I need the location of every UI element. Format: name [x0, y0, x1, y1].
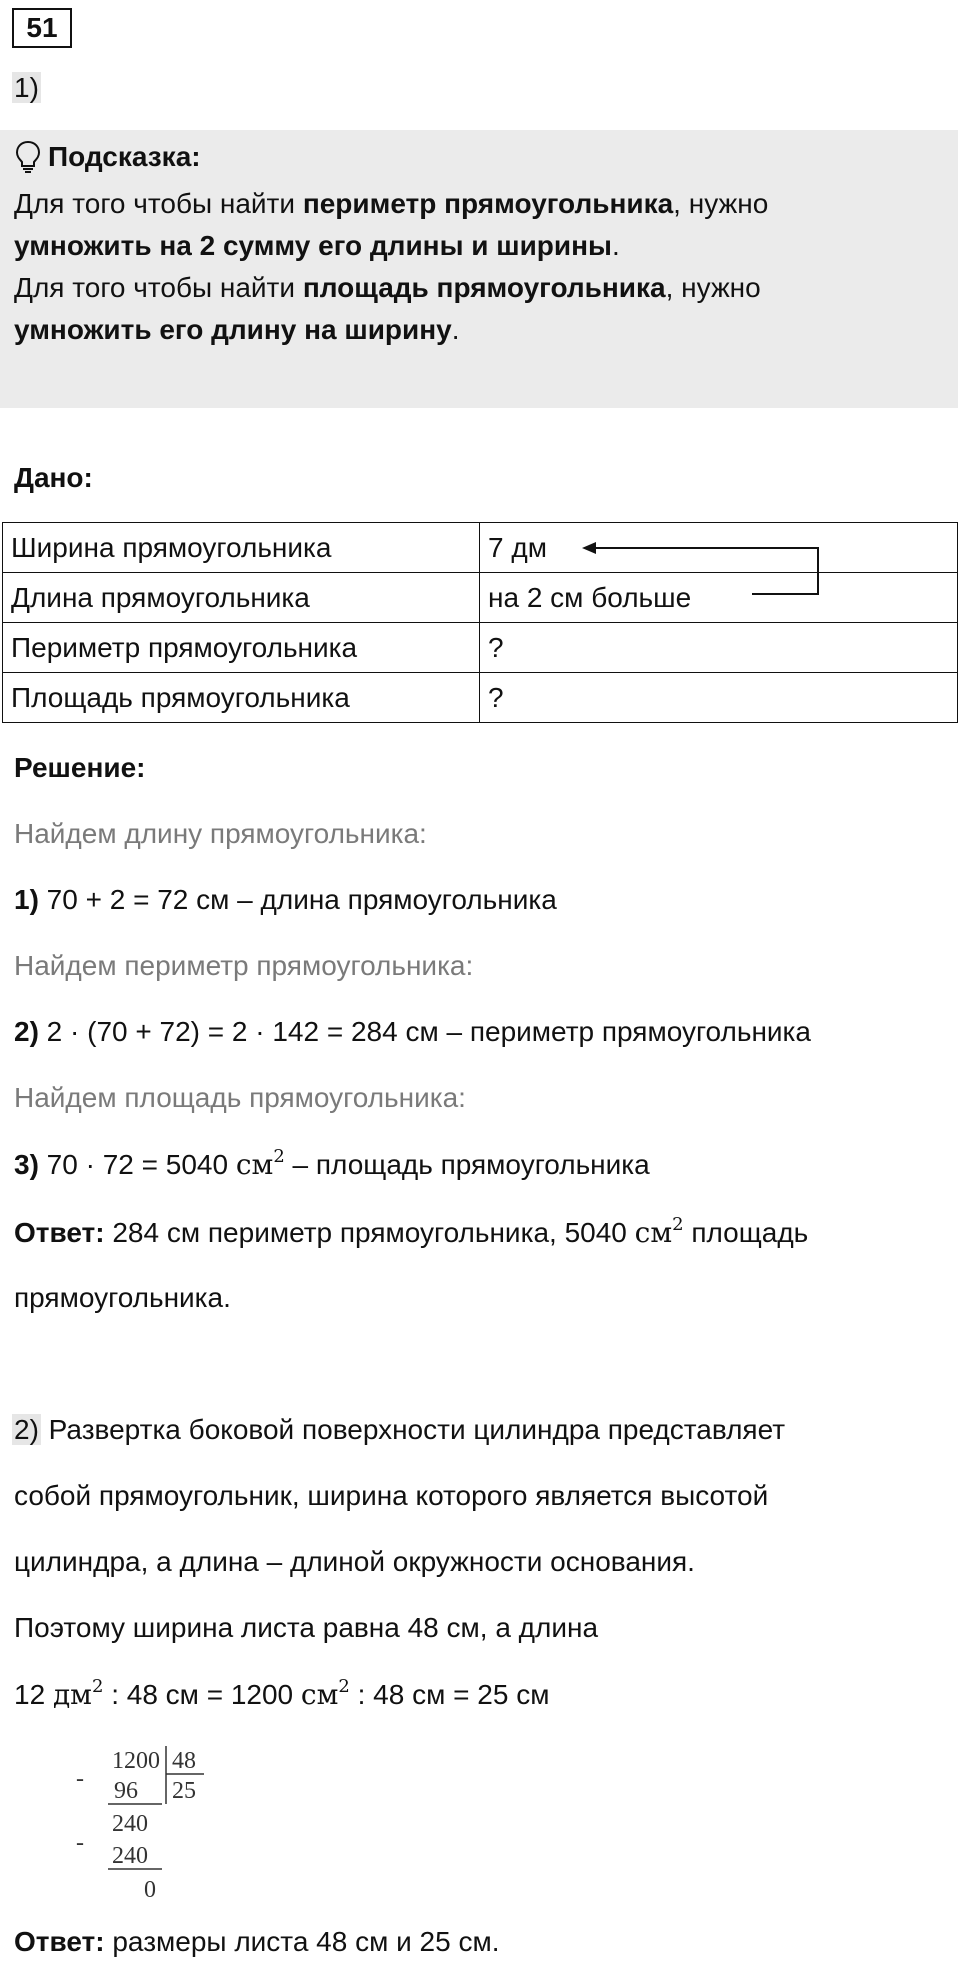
hint-text: Для того чтобы найти — [14, 188, 303, 219]
part2-equation — [14, 1678, 549, 1711]
hint-bold: периметр прямоугольника — [302, 188, 674, 219]
step1 — [14, 884, 557, 916]
step-text: 70 · 72 = 5040 — [38, 1149, 236, 1180]
superscript: 2 — [338, 1676, 350, 1697]
table-row — [3, 673, 958, 723]
answer-text: размеры листа 48 см и 25 см. — [104, 1926, 500, 1957]
answer-label: Ответ: — [14, 1217, 105, 1248]
answer-text: 284 см периметр прямоугольника, 5040 — [104, 1217, 635, 1248]
eq-text: : 48 см = 25 см — [349, 1679, 550, 1710]
part2-line3: цилиндра, а длина – длиной окружности основания. — [14, 1546, 695, 1577]
table-cell: Длина прямоугольника — [3, 573, 480, 623]
step-number: 3) — [14, 1149, 39, 1180]
step-text: 70 + 2 = 72 см – длина прямоугольника — [38, 884, 557, 915]
hint-text: . — [451, 314, 460, 345]
division-rem1: 240 — [112, 1811, 148, 1837]
step3 — [14, 1148, 650, 1181]
step-text: 2 · (70 + 72) = 2 · 142 = 284 см – периметр прямоугольника — [38, 1016, 811, 1047]
reference-arrow-icon — [580, 530, 840, 600]
table-cell: ? — [480, 623, 958, 673]
table-cell: ? — [480, 673, 958, 723]
long-division — [74, 1742, 214, 1912]
part2-label: 2) — [14, 1414, 39, 1445]
hint-bold: площадь прямоугольника — [302, 272, 666, 303]
superscript: 2 — [273, 1146, 285, 1167]
answer-label: Ответ: — [14, 1926, 105, 1957]
hint-text: , нужно — [673, 188, 769, 219]
answer1-line2: прямоугольника. — [14, 1282, 231, 1313]
part1-label — [12, 72, 41, 104]
division-quotient: 25 — [172, 1778, 196, 1804]
table-cell: Ширина прямоугольника — [3, 523, 480, 573]
division-dividend: 1200 — [112, 1748, 160, 1774]
table-cell: Периметр прямоугольника — [3, 623, 480, 673]
lightbulb-icon — [14, 140, 42, 174]
hint-text: , нужно — [665, 272, 761, 303]
division-divisor: 48 — [172, 1748, 196, 1774]
hint-title: Подсказка: — [48, 141, 201, 172]
answer1-line1 — [14, 1216, 808, 1249]
step-number: 1) — [14, 884, 39, 915]
step2 — [14, 1016, 811, 1048]
table-cell: 7 дм — [480, 523, 958, 573]
solution-title: Решение: — [14, 752, 146, 783]
hint-header — [14, 140, 201, 174]
answer-text: площадь — [683, 1217, 809, 1248]
unit: см — [300, 1678, 339, 1711]
paragraph-text: Развертка боковой поверхности цилиндра представляет — [40, 1414, 786, 1445]
hint-line-4 — [14, 314, 460, 346]
division-minus: - — [76, 1766, 84, 1792]
table-cell: Площадь прямоугольника — [3, 673, 480, 723]
division-minus: - — [76, 1830, 84, 1856]
part2-line2: собой прямоугольник, ширина которого является высотой — [14, 1480, 769, 1511]
answer2 — [14, 1926, 500, 1958]
part1-label-text: 1) — [14, 72, 39, 103]
table-cell: на 2 см больше — [480, 573, 958, 623]
step2-hint: Найдем периметр прямоугольника: — [14, 950, 474, 981]
step-text: – площадь прямоугольника — [284, 1149, 650, 1180]
task-number: 51 — [12, 8, 72, 48]
hint-line-3 — [14, 272, 761, 304]
hint-line-2 — [14, 230, 620, 262]
division-sub1: 96 — [114, 1778, 138, 1804]
unit: дм — [52, 1678, 92, 1711]
hint-line-1 — [14, 188, 768, 220]
given-title: Дано: — [14, 462, 93, 493]
part2-line1 — [12, 1414, 785, 1446]
part2-line4: Поэтому ширина листа равна 48 см, а длина — [14, 1612, 599, 1643]
hint-bold: умножить его длину на ширину — [14, 314, 452, 345]
unit: см — [235, 1148, 274, 1181]
division-sub2: 240 — [112, 1843, 148, 1869]
step1-hint: Найдем длину прямоугольника: — [14, 818, 427, 849]
eq-text: : 48 см = 1200 — [103, 1679, 301, 1710]
step-number: 2) — [14, 1016, 39, 1047]
superscript: 2 — [91, 1676, 104, 1697]
eq-text: 12 — [14, 1679, 53, 1710]
hint-bold: умножить на 2 сумму его длины и ширины — [14, 230, 612, 261]
table-row — [3, 623, 958, 673]
step3-hint: Найдем площадь прямоугольника: — [14, 1082, 466, 1113]
hint-text: Для того чтобы найти — [14, 272, 303, 303]
superscript: 2 — [672, 1214, 684, 1235]
hint-text: . — [611, 230, 620, 261]
division-rem2: 0 — [144, 1877, 156, 1903]
unit: см — [634, 1216, 673, 1249]
